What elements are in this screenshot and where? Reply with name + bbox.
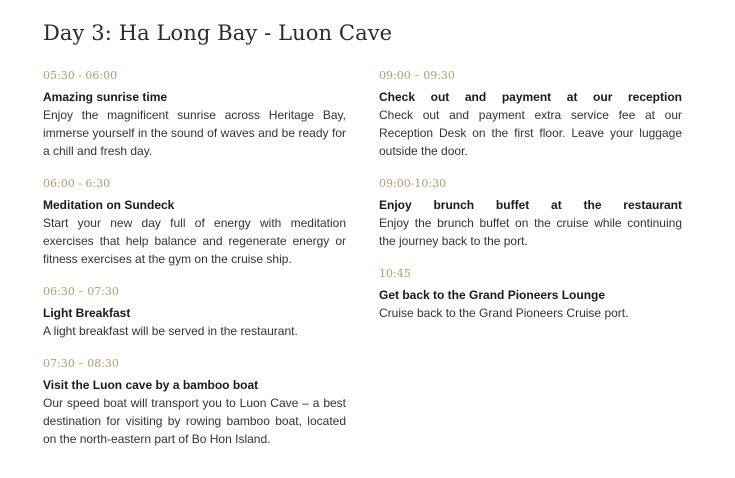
item-time: 05:30 - 06:00 xyxy=(43,69,118,82)
item-heading: Light Breakfast xyxy=(43,306,131,320)
itinerary-item xyxy=(43,282,346,340)
itinerary-item xyxy=(43,354,346,448)
item-description: Enjoy the magnificent sunrise across Heritage Bay, immerse yourself in the sound of waves and be ready for a chill and fresh day. xyxy=(43,108,346,158)
item-heading: Get back to the Grand Pioneers Lounge xyxy=(379,288,606,302)
item-description: A light breakfast will be served in the restaurant. xyxy=(43,324,298,338)
item-description: Enjoy the brunch buffet on the cruise while continuing the journey back to the port. xyxy=(379,216,682,248)
item-description: Our speed boat will transport you to Luon Cave – a best destination for visiting by rowing bamboo boat, located on the north-eastern part of Bo Hon Island. xyxy=(43,396,346,446)
item-time: 07:30 – 08:30 xyxy=(43,357,119,370)
itinerary-column-right xyxy=(379,66,682,336)
item-time: 06:00 - 6:30 xyxy=(43,177,111,190)
itinerary-item xyxy=(43,174,346,268)
itinerary-item xyxy=(379,174,682,250)
item-time: 09:00 – 09:30 xyxy=(379,69,455,82)
item-description: Check out and payment extra service fee at our Reception Desk on the first floor. Leave your luggage outside the door. xyxy=(379,108,682,158)
item-description: Start your new day full of energy with meditation exercises that help balance and regenerate energy or fitness exercises at the gym on the cruise ship. xyxy=(43,216,346,266)
item-time: 06:30 – 07:30 xyxy=(43,285,119,298)
itinerary-column-left xyxy=(43,66,346,462)
itinerary-item xyxy=(379,264,682,322)
item-heading: Enjoy brunch buffet at the restaurant xyxy=(379,198,682,212)
item-heading: Amazing sunrise time xyxy=(43,90,168,104)
item-heading: Meditation on Sundeck xyxy=(43,198,175,212)
item-time: 10:45 xyxy=(379,267,411,280)
item-description: Cruise back to the Grand Pioneers Cruise port. xyxy=(379,306,629,320)
page-title: Day 3: Ha Long Bay - Luon Cave xyxy=(43,21,393,45)
item-heading: Check out and payment at our reception xyxy=(379,90,682,104)
itinerary-item xyxy=(43,66,346,160)
item-heading: Visit the Luon cave by a bamboo boat xyxy=(43,378,259,392)
itinerary-item xyxy=(379,66,682,160)
item-time: 09:00-10:30 xyxy=(379,177,447,190)
